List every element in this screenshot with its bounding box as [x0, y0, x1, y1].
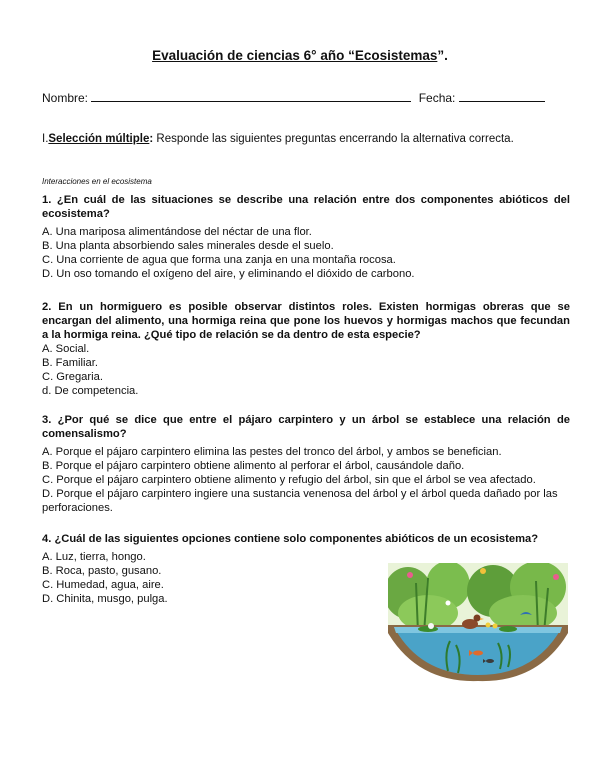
fecha-label: Fecha: — [418, 91, 456, 105]
nombre-blank[interactable] — [91, 91, 411, 102]
option-a[interactable]: A. Social. — [42, 343, 90, 355]
pond-ecosystem-illustration — [388, 563, 568, 683]
option-a[interactable]: A. Una mariposa alimentándose del néctar de una flor. — [42, 226, 312, 238]
question-stem: 2. En un hormiguero es posible observar distintos roles. Existen hormigas obreras que se encargan del alimento, una hormiga reina que pone los huevos y hormigas machos que fecundan a la hormiga reina. ¿Qué tipo de relación se da dentro de esta especie? — [42, 301, 570, 341]
section-roman: I. — [42, 133, 49, 145]
fecha-blank[interactable] — [459, 91, 545, 102]
question-3 — [42, 413, 570, 515]
option-a[interactable]: A. Porque el pájaro carpintero elimina las pestes del tronco del árbol, y ambos se benefician. — [42, 446, 502, 458]
option-b[interactable]: B. Porque el pájaro carpintero obtiene alimento al perforar el árbol, causándole daño. — [42, 460, 465, 472]
option-c[interactable]: C. Porque el pájaro carpintero obtiene alimento y refugio del árbol, sin que el árbol se vea afectado. — [42, 474, 536, 486]
option-c[interactable]: C. Humedad, agua, aire. — [42, 579, 164, 591]
section-colon: : — [149, 133, 154, 145]
nombre-label: Nombre: — [42, 91, 89, 105]
option-d[interactable]: d. De competencia. — [42, 385, 139, 397]
topic-label: Interacciones en el ecosistema — [42, 177, 152, 186]
instructions — [42, 133, 514, 145]
title-text: Evaluación de ciencias 6° año “Ecosistemas — [152, 48, 438, 63]
title-suffix: ”. — [437, 48, 448, 63]
option-d[interactable]: D. Porque el pájaro carpintero ingiere una sustancia venenosa del árbol y el árbol queda dañado por las perforaciones. — [42, 488, 558, 514]
option-b[interactable]: B. Familiar. — [42, 357, 98, 369]
option-b[interactable]: B. Una planta absorbiendo sales minerales desde el suelo. — [42, 240, 334, 252]
option-a[interactable]: A. Luz, tierra, hongo. — [42, 551, 146, 563]
question-stem: 1. ¿En cuál de las situaciones se describe una relación entre dos componentes abióticos del ecosistema? — [42, 194, 570, 220]
option-d[interactable]: D. Un oso tomando el oxígeno del aire, y eliminando el dióxido de carbono. — [42, 268, 415, 280]
question-stem: 4. ¿Cuál de las siguientes opciones contiene solo componentes abióticos de un ecosistema? — [42, 533, 539, 545]
section-heading: Selección múltiple — [48, 133, 150, 145]
option-c[interactable]: C. Una corriente de agua que forma una zanja en una montaña rocosa. — [42, 254, 396, 266]
question-2 — [42, 300, 570, 398]
student-info-row — [42, 91, 545, 105]
question-stem: 3. ¿Por qué se dice que entre el pájaro carpintero y un árbol se establece una relación de comensalismo? — [42, 414, 570, 440]
instructions-text: Responde las siguientes preguntas encerrando la alternativa correcta. — [156, 133, 514, 145]
option-b[interactable]: B. Roca, pasto, gusano. — [42, 565, 162, 577]
option-c[interactable]: C. Gregaria. — [42, 371, 103, 383]
page-title — [0, 48, 600, 63]
question-1 — [42, 193, 570, 281]
option-d[interactable]: D. Chinita, musgo, pulga. — [42, 593, 168, 605]
